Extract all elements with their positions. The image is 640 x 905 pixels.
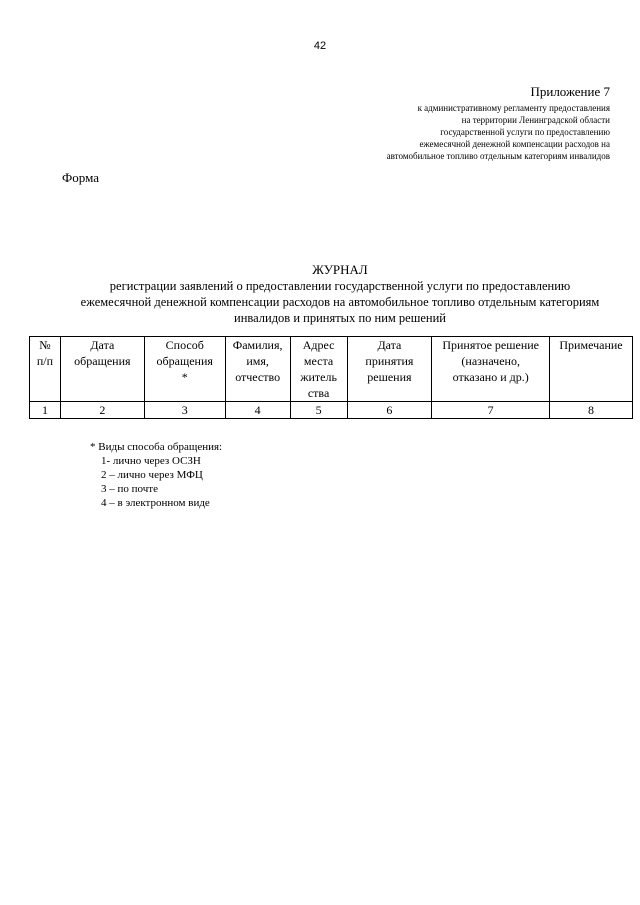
journal-heading [40, 262, 640, 326]
footnote-item: 1- лично через ОСЗН [101, 455, 201, 467]
column-number-cell: 2 [60, 402, 144, 419]
journal-subtitle-line: инвалидов и принятых по ним решений [234, 311, 446, 325]
header-cell-decision: Принятое решение (назначено, отказано и др.) [432, 337, 550, 402]
footnote-item: 2 – лично через МФЦ [101, 469, 203, 481]
header-cell-address: Адрес места житель ства [290, 337, 347, 402]
appendix-block [310, 84, 610, 162]
column-number-cell: 7 [432, 402, 550, 419]
page-number: 42 [313, 40, 327, 52]
journal-table [29, 336, 633, 419]
column-number-cell: 5 [290, 402, 347, 419]
form-label: Форма [62, 170, 99, 185]
appendix-line: на территории Ленинградской области [461, 115, 610, 125]
footnote-title: * Виды способа обращения: [90, 441, 223, 453]
header-cell-decision-date: Дата принятия решения [347, 337, 432, 402]
journal-subtitle-line: ежемесячной денежной компенсации расходов на автомобильное топливо отдельным категориям [80, 295, 600, 309]
header-cell-number: № п/п [30, 337, 61, 402]
table-number-row [30, 402, 633, 419]
column-number-cell: 6 [347, 402, 432, 419]
appendix-line: к административному регламенту предоставления [417, 103, 610, 113]
footnote [90, 440, 222, 510]
appendix-title: Приложение 7 [530, 84, 610, 99]
header-cell-method: Способ обращения * [144, 337, 225, 402]
footnote-item: 4 – в электронном виде [101, 497, 210, 509]
footnote-item: 3 – по почте [101, 483, 158, 495]
journal-title: ЖУРНАЛ [312, 262, 368, 277]
column-number-cell: 8 [550, 402, 633, 419]
appendix-line: ежемесячной денежной компенсации расходов на [419, 139, 610, 149]
header-cell-note: Примечание [550, 337, 633, 402]
column-number-cell: 3 [144, 402, 225, 419]
journal-subtitle-line: регистрации заявлений о предоставлении государственной услуги по предоставлению [109, 279, 571, 293]
column-number-cell: 4 [225, 402, 290, 419]
header-cell-date: Дата обращения [60, 337, 144, 402]
appendix-line: государственной услуги по предоставлению [440, 127, 610, 137]
header-cell-name: Фамилия, имя, отчество [225, 337, 290, 402]
appendix-line: автомобильное топливо отдельным категориям инвалидов [386, 151, 610, 161]
table-header-row [30, 337, 633, 402]
column-number-cell: 1 [30, 402, 61, 419]
